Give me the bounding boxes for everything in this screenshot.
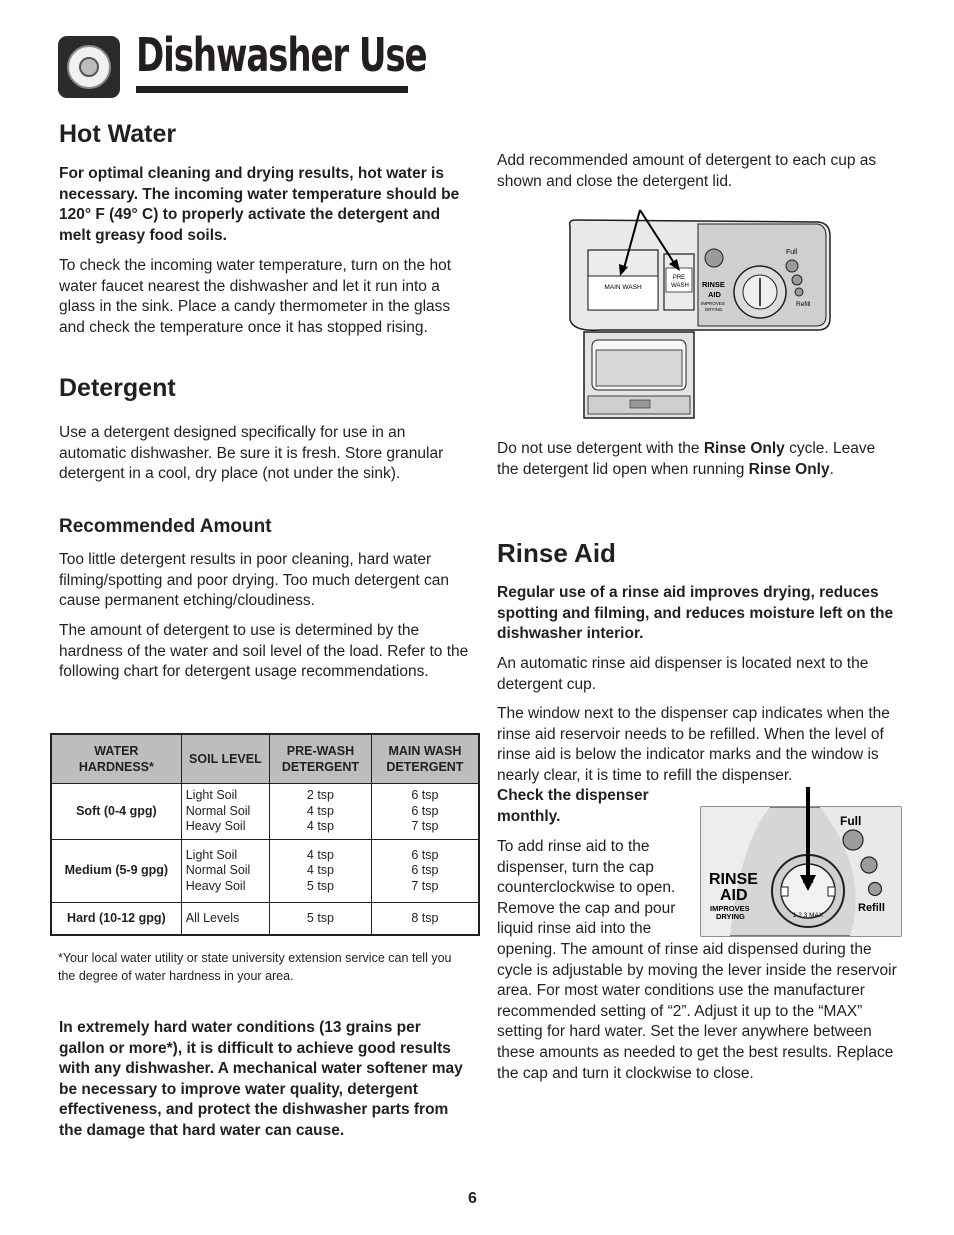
detergent-heading: Detergent [59,374,176,402]
drying-label: DRYING [716,912,745,921]
soil-value: Heavy Soil [185,878,246,893]
hardness-cell: Hard (10-12 gpg) [51,903,181,935]
rinse-only-note [497,439,897,480]
main-wash-label: MAIN WASH [604,284,642,291]
aid-label: AID [720,887,748,904]
pre-wash-cell [270,784,372,840]
add-line: Remove the cap and pour [497,899,676,917]
soil-cell [181,840,269,903]
add-line: counterclockwise to open. [497,879,676,897]
table-header-row [51,734,479,784]
main-wash-value: 6 tsp [411,847,439,862]
improves-label: IMPROVES [710,904,750,913]
pre-label: PRE [672,275,686,281]
detergent-body: Use a detergent designed specifically for use in an automatic dishwasher. Be sure it is fresh. Store granular detergent in a cool, dry place (not under the sink). [59,424,444,483]
hard-water-note: In extremely hard water conditions (13 grains per gallon or more*), it is difficult to achieve good results with any dishwasher. A mechanical water softener may be necessary to improve water quality, detergent effectiveness, and protect the dishwasher parts from the damage that hard water can cause. [59,1019,463,1139]
detergent-table [50,733,480,936]
soil-value: All Levels [185,910,240,925]
improves-label: IMPROVES [701,301,725,306]
hardness-cell: Soft (0-4 gpg) [51,784,181,840]
soil-value: Normal Soil [185,863,251,878]
soil-value: Normal Soil [185,803,251,818]
add-line: To add rinse aid to the [497,838,650,855]
check-monthly-note [497,786,697,827]
main-wash-cell [371,840,479,903]
pre-wash-value: 5 tsp [306,878,334,893]
main-wash-value: 7 tsp [411,878,439,893]
header-water-hardness: WATER HARDNESS* [51,734,181,784]
rinse-only-bold-2: Rinse Only [748,460,830,478]
rinse-aid-dispenser-illustration [700,783,902,937]
rinse-aid-heading: Rinse Aid [497,538,616,568]
check-line-1: Check the dispenser [497,787,649,804]
pre-wash-cell [270,903,372,935]
hot-water-heading: Hot Water [59,120,177,148]
add-line: dispenser, turn the cap [497,858,654,876]
recommended-amount-heading: Recommended Amount [59,516,272,537]
pre-wash-value: 4 tsp [306,863,334,878]
recommended-amount-p2: The amount of detergent to use is determined by the hardness of the water and soil level of the load. Refer to the following chart for detergent usage recommendations. [59,622,469,681]
pre-wash-value: 4 tsp [306,803,334,818]
table-row [51,784,479,840]
pre-wash-value: 5 tsp [306,910,334,925]
add-rinse-aid-rest: opening. The amount of rinse aid dispensed during the cycle is adjustable by moving the lever inside the reservoir area. For most water conditions use the manufacturer recommended setting of “2”. Adjust it up to the “MAX” setting for hard water. Set the lever anywhere between these amounts as needed to get the best results. Replace the cap and turn it clockwise to close. [497,941,897,1082]
pre-wash-value: 2 tsp [306,788,334,803]
rinse-only-text-3: . [829,460,834,478]
rinse-label: RINSE [702,280,725,289]
full-label: Full [786,249,798,256]
refill-label: Refill [796,301,811,308]
main-wash-value: 6 tsp [411,803,439,818]
hardness-cell: Medium (5-9 gpg) [51,840,181,903]
soil-value: Light Soil [185,788,238,803]
rinse-only-text-2: cycle. Leave the detergent lid open when running [497,440,876,478]
main-wash-value: 8 tsp [411,910,439,925]
brand-logo-icon [58,36,120,98]
page-number: 6 [468,1190,477,1207]
header-main-wash: MAIN WASH DETERGENT [371,734,479,784]
header-soil-level: SOIL LEVEL [181,734,269,784]
header-pre-wash: PRE-WASH DETERGENT [270,734,372,784]
table-row [51,903,479,935]
add-detergent-text: Add recommended amount of detergent to each cup as shown and close the detergent lid. [497,152,877,190]
drying-label: DRYING [705,307,723,312]
pre-wash-cell [270,840,372,903]
hot-water-body: To check the incoming water temperature, turn on the hot water faucet nearest the dishwasher and let it run into a glass in the sink. Place a candy thermometer in the glass and check the temperature once it has stopped rising. [59,257,452,336]
recommended-amount-p1: Too little detergent results in poor cleaning, hard water filming/spotting and poor drying. Too much detergent can cause permanent etching/cloudiness. [59,551,450,610]
check-line-2: monthly. [497,807,561,825]
main-wash-value: 7 tsp [411,819,439,834]
page-title: Dishwasher Use [136,28,427,82]
soil-cell [181,784,269,840]
detergent-dispenser-illustration [560,200,835,422]
rinse-aid-p2: The window next to the dispenser cap indicates when the rinse aid reservoir needs to be refilled. When the level of rinse aid is below the indicator marks and the window is nearly clear, it is time to refill the dispenser. [497,705,890,784]
wash-label: WASH [671,283,689,289]
setting-scale-label: 1 2 3 MAX [792,912,824,919]
refill-label: Refill [858,902,885,914]
soil-value: Heavy Soil [185,819,246,834]
rinse-only-bold-1: Rinse Only [703,440,785,457]
rinse-aid-intro: Regular use of a rinse aid improves drying, reduces spotting and filming, and reduces moisture left on the dishwasher interior. [497,584,894,643]
aid-label: AID [708,290,721,299]
full-label: Full [840,814,862,828]
table-row [51,840,479,903]
add-line: liquid rinse aid into the [497,920,652,938]
main-wash-cell [371,784,479,840]
main-wash-value: 6 tsp [411,863,439,878]
add-rinse-aid-wrapped [497,837,697,940]
main-wash-value: 6 tsp [411,788,439,803]
title-underline [136,86,408,93]
rinse-label: RINSE [709,871,758,888]
pre-wash-value: 4 tsp [306,819,334,834]
hot-water-intro: For optimal cleaning and drying results, hot water is necessary. The incoming water temperature should be 120° F (49° C) to properly activate the detergent and melt greasy food soils. [59,165,460,244]
soil-value: Light Soil [185,847,238,862]
pre-wash-value: 4 tsp [306,847,334,862]
table-footnote: *Your local water utility or state university extension service can tell you the degree of water hardness in your area. [58,951,452,983]
rinse-aid-p1: An automatic rinse aid dispenser is located next to the detergent cup. [497,655,869,693]
soil-cell [181,903,269,935]
main-wash-cell [371,903,479,935]
rinse-only-text-1: Do not use detergent with the [497,440,704,457]
